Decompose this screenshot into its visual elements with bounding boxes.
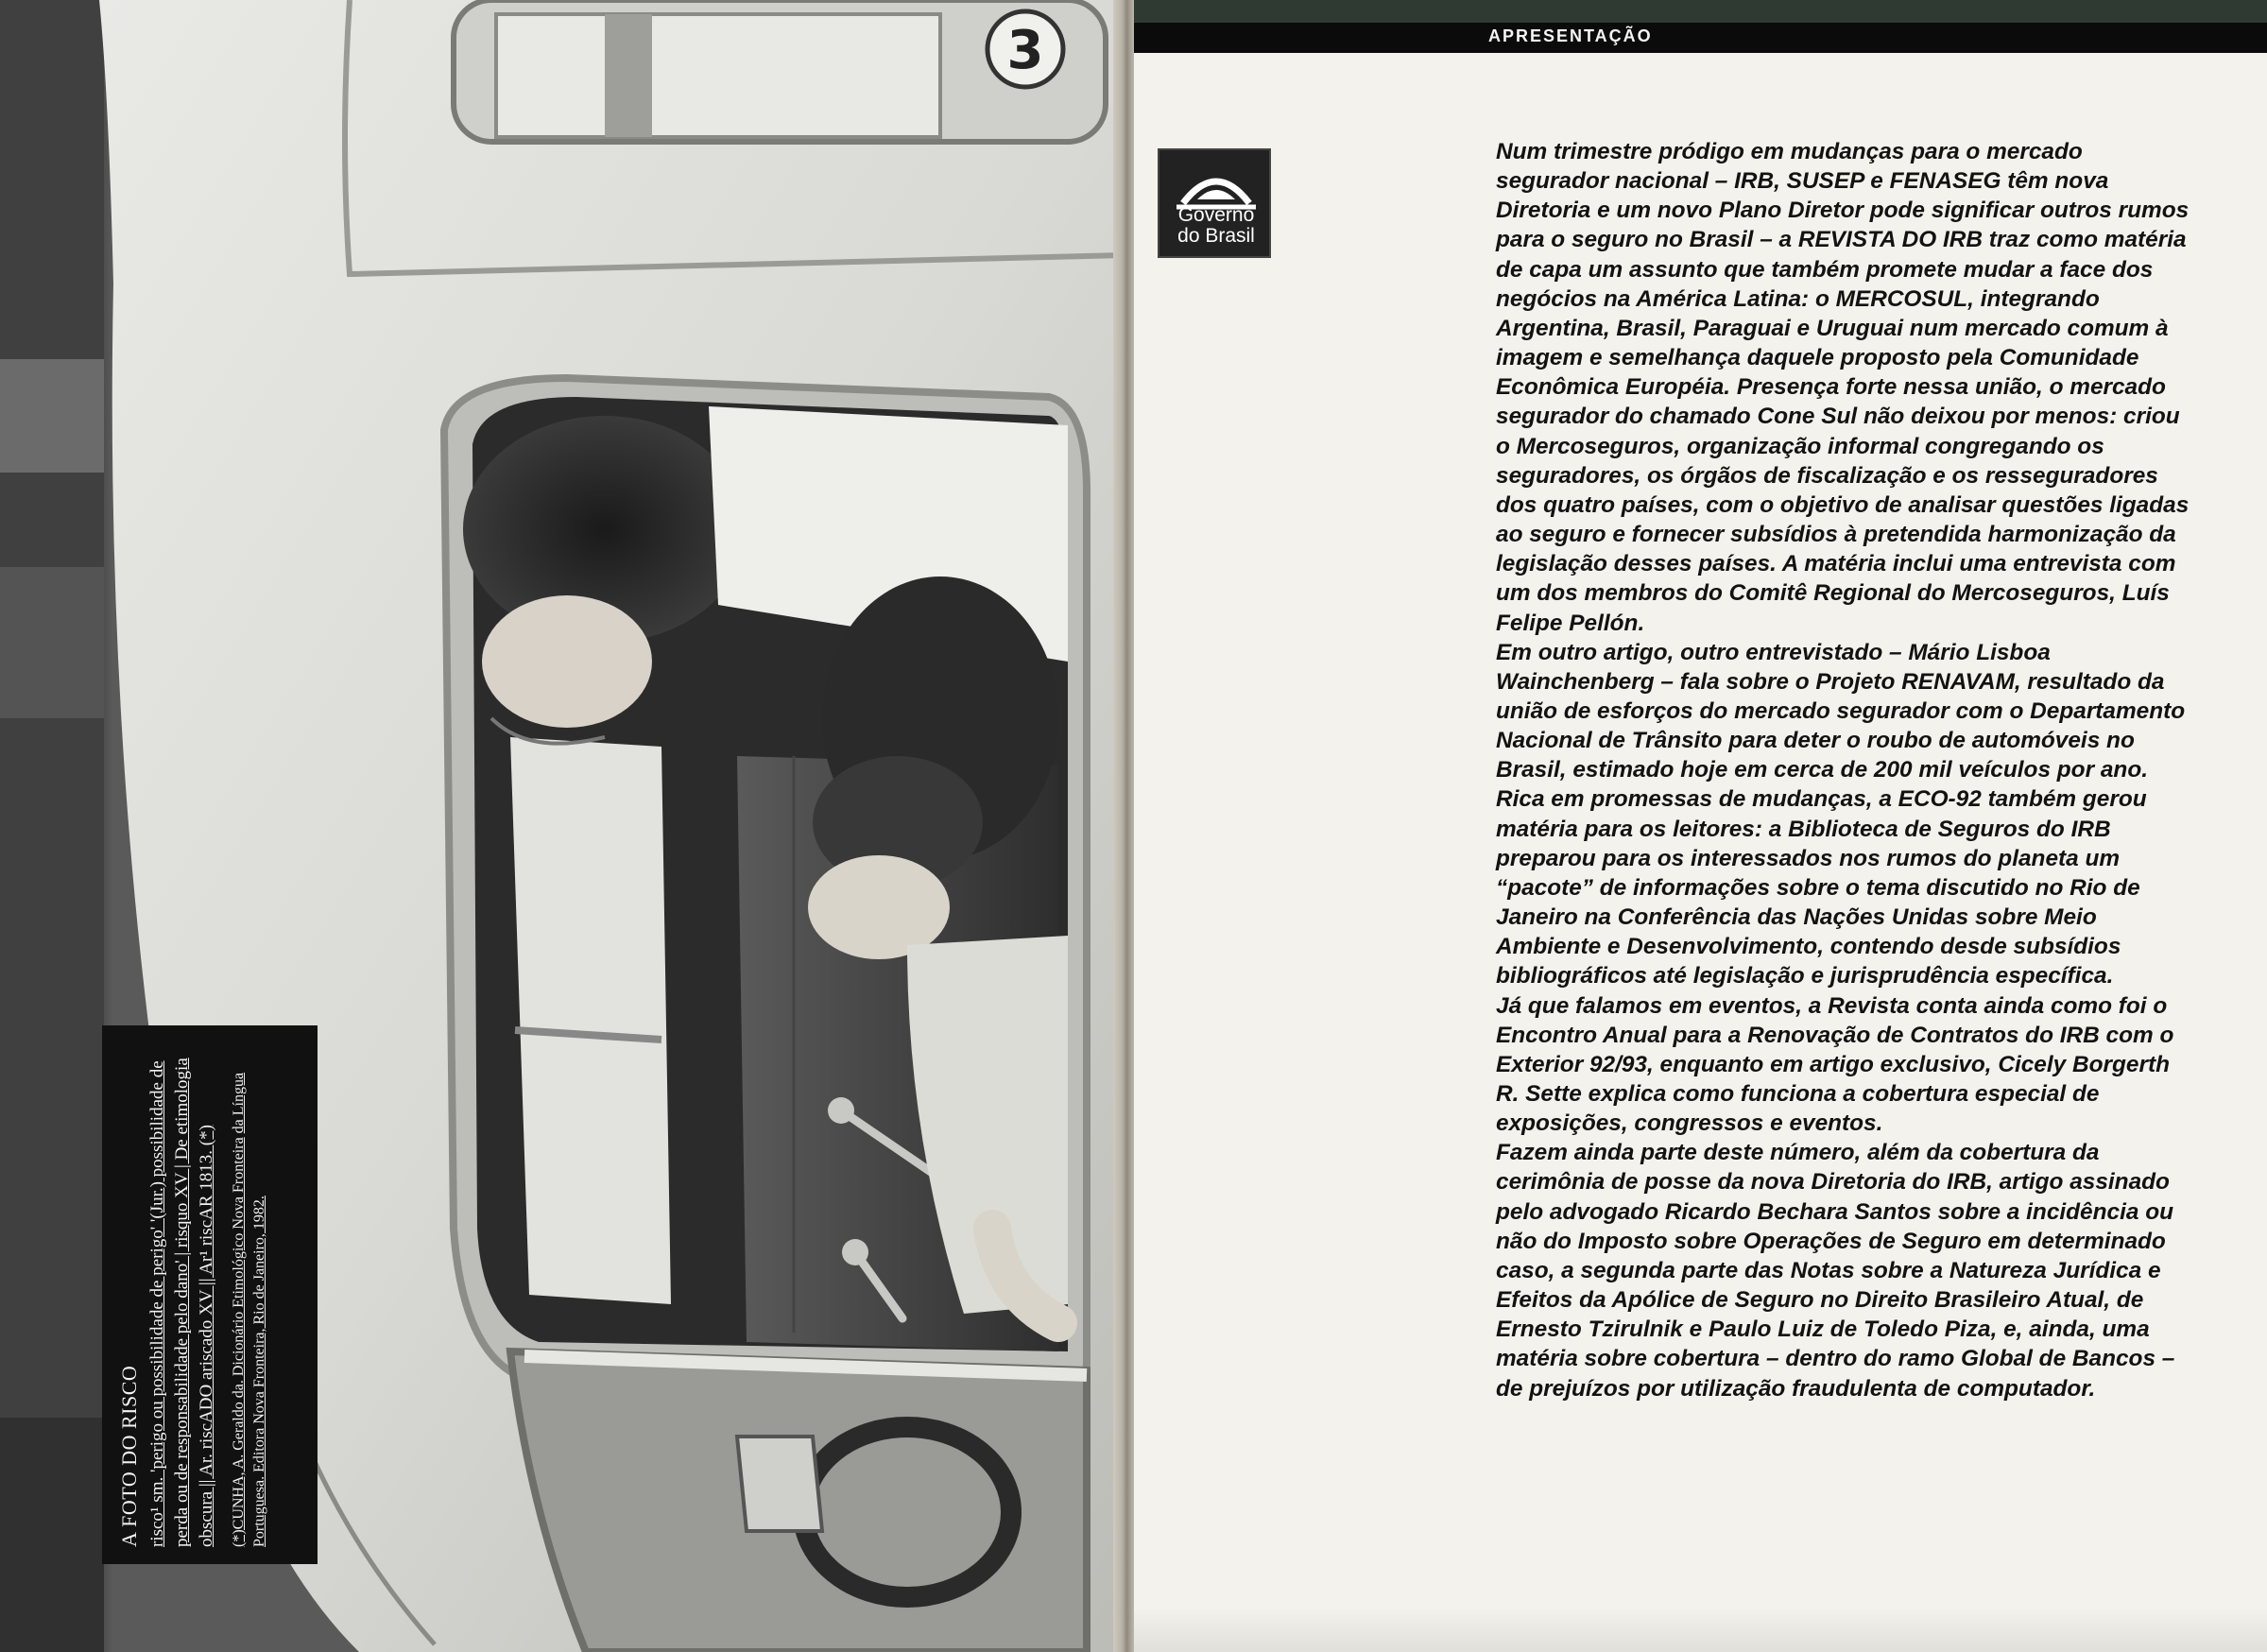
- paragraph: Já que falamos em eventos, a Revista conta ainda como foi o Encontro Anual para a Renovação de Contratos do IRB com o Exterior 92/93, enquanto em artigo exclusivo, Cicely Borgerth R. Sette explica como funciona a cobertura especial de exposições, congressos e eventos.: [1496, 992, 2174, 1137]
- photo-caption: [102, 1025, 318, 1564]
- caption-title: A FOTO DO RISCO: [117, 1365, 141, 1547]
- svg-text:3: 3: [1006, 20, 1044, 81]
- paragraph: Em outro artigo, outro entrevistado – Mário Lisboa Wainchenberg – fala sobre o Projeto RENAVAM, resultado da união de esforços do mercado segurador com o Departamento Nacional de Trânsito para deter o roubo de automóveis no Brasil, estimado hoje em cerca de 200 mil veículos por ano.: [1496, 639, 2186, 783]
- section-header-bar: [1134, 23, 2267, 53]
- caption-definition: risco¹ sm. 'perigo ou possibilidade de perigo' '(Jur.) possibilidade de perda ou de responsabilidade pelo dano' | risquo XV | De etimologia obscura || Ar. riscADO ariscado XV || Ar¹ riscAR 1813. (*): [147, 1058, 216, 1547]
- page-top-edge: [1134, 0, 2267, 23]
- logo-text-line2: do Brasil: [1177, 225, 1255, 247]
- page-gutter: [1113, 0, 1136, 1652]
- right-page: [1134, 0, 2267, 1652]
- caption-source: [229, 1042, 270, 1547]
- paragraph: Rica em promessas de mudanças, a ECO-92 também gerou matéria para os leitores: a Biblioteca de Seguros do IRB preparou para os interessados nos rumos do planeta um “pacote” de informações sobre o tema discutido no Rio de Janeiro na Conferência das Nações Unidas sobre Meio Ambiente e Desenvolvimento, contendo desde subsídios bibliográficos até legislação e jurisprudência específica.: [1496, 786, 2147, 989]
- editorial-text: [1496, 137, 2195, 1403]
- page-bottom-shade: [1134, 1607, 2267, 1652]
- governo-do-brasil-logo: [1158, 148, 1271, 258]
- photo-caption-box: [102, 1025, 318, 1564]
- logo-text-line1: Governo: [1177, 204, 1255, 226]
- paragraph: Fazem ainda parte deste número, além da cobertura da cerimônia de posse da nova Diretoria do IRB, artigo assinado pelo advogado Ricardo Bechara Santos sobre a incidência ou não do Imposto sobre Operações de Seguro em determinado caso, a segunda parte das Notas sobre a Natureza Jurídica e Efeitos da Apólice de Seguro no Direito Brasileiro Atual, de Ernesto Tzirulnik e Paulo Luiz de Toledo Piza, e, ainda, uma matéria sobre cobertura – dentro do ramo Global de Bancos – de prejuízos por utilização fraudulenta de computador.: [1496, 1140, 2175, 1402]
- paragraph: Num trimestre pródigo em mudanças para o mercado segurador nacional – IRB, SUSEP e FENASEG têm nova Diretoria e um novo Plano Diretor pode significar outros rumos para o seguro no Brasil – a REVISTA DO IRB traz como matéria de capa um assunto que também promete mudar a face dos negócios na América Latina: o MERCOSUL, integrando Argentina, Brasil, Paraguai e Uruguai num mercado comum à imagem e semelhança daquele proposto pela Comunidade Econômica Européia. Presença forte nessa união, o mercado segurador do chamado Cone Sul não deixou por menos: criou o Mercoseguros, organização informal congregando os seguradores, os órgãos de fiscalização e os resseguradores dos quatro países, com o objetivo de analisar questões ligadas ao seguro e fornecer subsídios à pretendida harmonização da legislação desses países. A matéria inclui uma entrevista com um dos membros do Comitê Regional do Mercoseguros, Luís Felipe Pellón.: [1496, 139, 2190, 636]
- left-page: [0, 0, 1125, 1652]
- caption-source-author: (*)CUNHA, A. Geraldo da. Dicionário Etimológico Nova Fronteira: [231, 1137, 247, 1547]
- section-title: APRESENTAÇÃO: [1488, 26, 1653, 45]
- caption-source-rest: da Língua Portuguesa. Editora Nova Fronteira, Rio de Janeiro, 1982.: [231, 1072, 267, 1547]
